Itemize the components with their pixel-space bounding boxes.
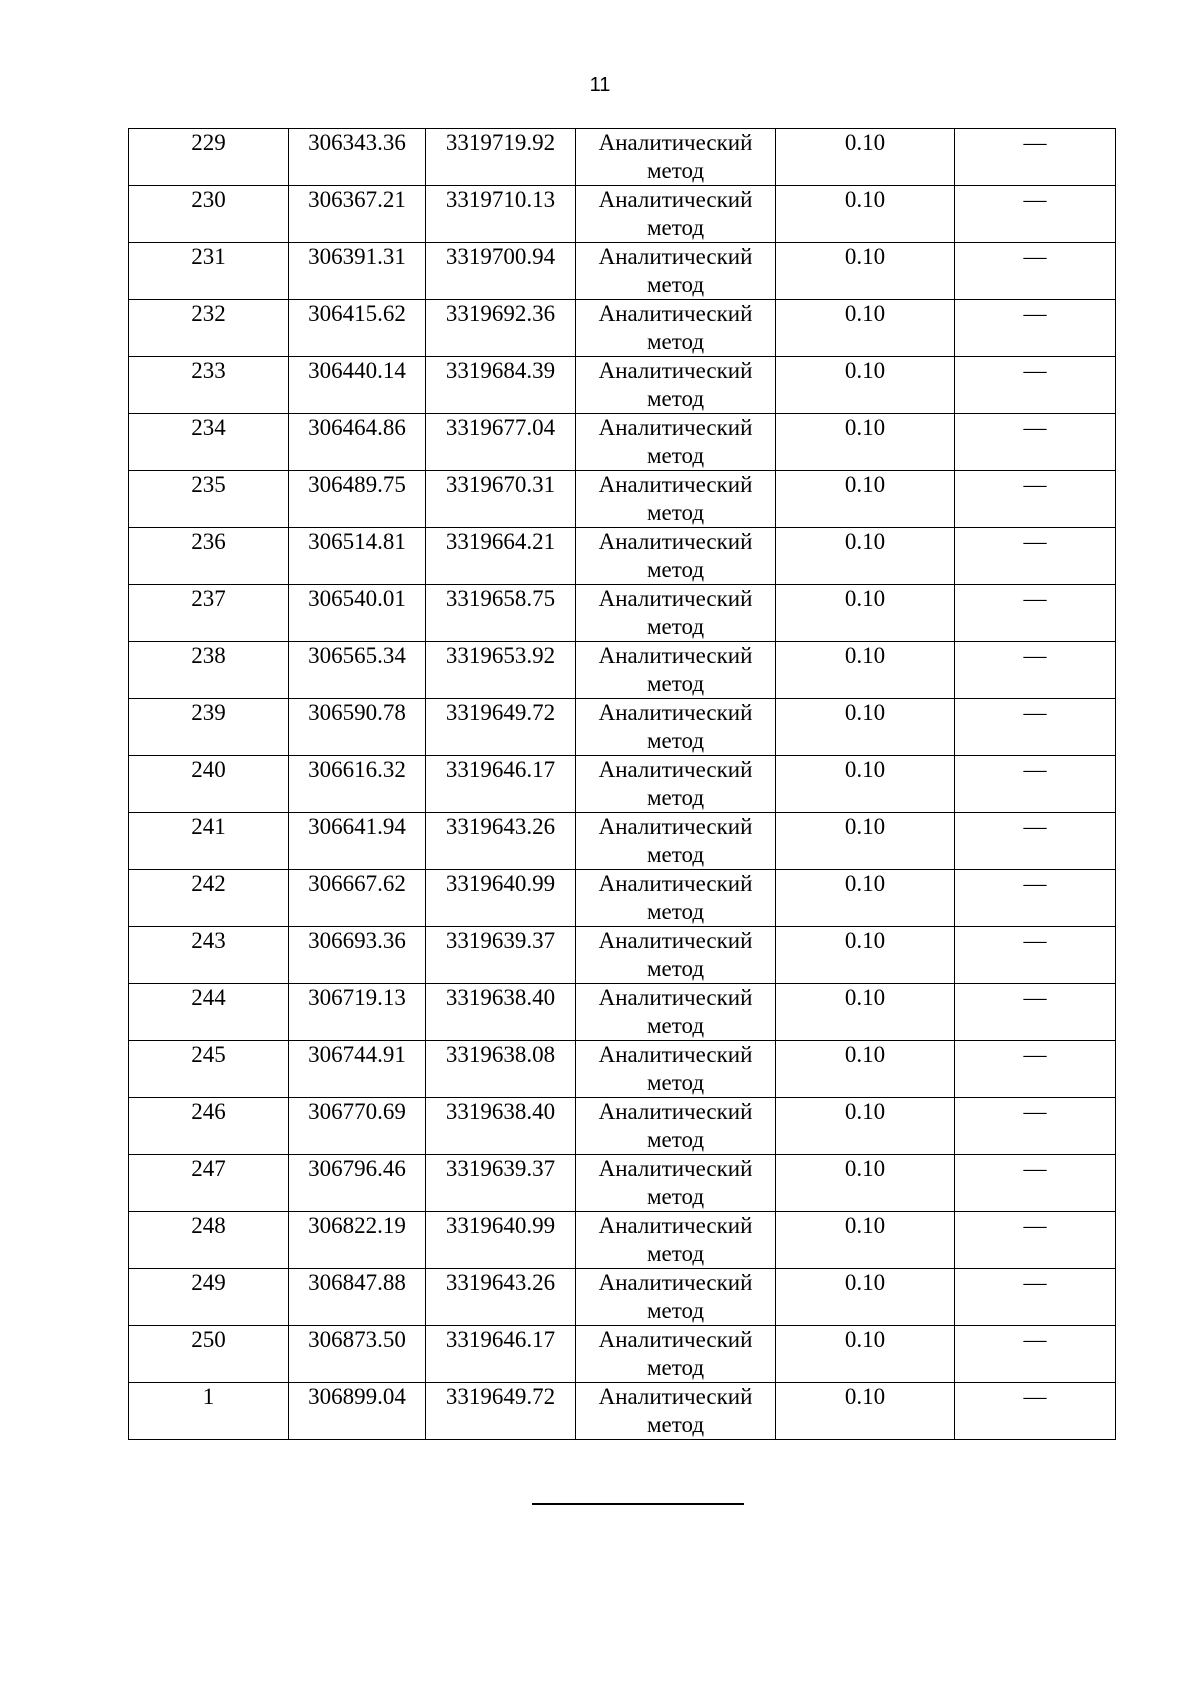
y-coordinate-cell: 3319638.40 (426, 1098, 576, 1155)
point-number-cell: 237 (129, 585, 289, 642)
method-cell: Аналитический метод (576, 129, 776, 186)
point-number-cell: 248 (129, 1212, 289, 1269)
y-coordinate-cell: 3319719.92 (426, 129, 576, 186)
x-coordinate-cell: 306540.01 (289, 585, 426, 642)
accuracy-cell: 0.10 (776, 813, 955, 870)
table-row (129, 1269, 1116, 1326)
table-row (129, 699, 1116, 756)
method-cell: Аналитический метод (576, 585, 776, 642)
note-cell: — (955, 699, 1116, 756)
x-coordinate-cell: 306667.62 (289, 870, 426, 927)
method-cell: Аналитический метод (576, 813, 776, 870)
y-coordinate-cell: 3319664.21 (426, 528, 576, 585)
accuracy-cell: 0.10 (776, 414, 955, 471)
method-cell: Аналитический метод (576, 357, 776, 414)
note-cell: — (955, 1098, 1116, 1155)
point-number-cell: 235 (129, 471, 289, 528)
accuracy-cell: 0.10 (776, 927, 955, 984)
accuracy-cell: 0.10 (776, 1212, 955, 1269)
x-coordinate-cell: 306391.31 (289, 243, 426, 300)
x-coordinate-cell: 306693.36 (289, 927, 426, 984)
table-row (129, 528, 1116, 585)
y-coordinate-cell: 3319640.99 (426, 1212, 576, 1269)
table-row (129, 984, 1116, 1041)
table-row (129, 186, 1116, 243)
point-number-cell: 247 (129, 1155, 289, 1212)
y-coordinate-cell: 3319692.36 (426, 300, 576, 357)
x-coordinate-cell: 306514.81 (289, 528, 426, 585)
method-cell: Аналитический метод (576, 927, 776, 984)
point-number-cell: 232 (129, 300, 289, 357)
y-coordinate-cell: 3319677.04 (426, 414, 576, 471)
note-cell: — (955, 1212, 1116, 1269)
point-number-cell: 238 (129, 642, 289, 699)
accuracy-cell: 0.10 (776, 756, 955, 813)
accuracy-cell: 0.10 (776, 699, 955, 756)
point-number-cell: 239 (129, 699, 289, 756)
point-number-cell: 241 (129, 813, 289, 870)
y-coordinate-cell: 3319643.26 (426, 813, 576, 870)
accuracy-cell: 0.10 (776, 1383, 955, 1440)
point-number-cell: 236 (129, 528, 289, 585)
x-coordinate-cell: 306873.50 (289, 1326, 426, 1383)
method-cell: Аналитический метод (576, 528, 776, 585)
note-cell: — (955, 243, 1116, 300)
method-cell: Аналитический метод (576, 414, 776, 471)
point-number-cell: 234 (129, 414, 289, 471)
method-cell: Аналитический метод (576, 186, 776, 243)
y-coordinate-cell: 3319710.13 (426, 186, 576, 243)
table-body (129, 129, 1116, 1440)
y-coordinate-cell: 3319643.26 (426, 1269, 576, 1326)
x-coordinate-cell: 306489.75 (289, 471, 426, 528)
note-cell: — (955, 1041, 1116, 1098)
x-coordinate-cell: 306822.19 (289, 1212, 426, 1269)
method-cell: Аналитический метод (576, 1269, 776, 1326)
table-row (129, 756, 1116, 813)
y-coordinate-cell: 3319684.39 (426, 357, 576, 414)
y-coordinate-cell: 3319658.75 (426, 585, 576, 642)
x-coordinate-cell: 306367.21 (289, 186, 426, 243)
x-coordinate-cell: 306641.94 (289, 813, 426, 870)
note-cell: — (955, 1326, 1116, 1383)
x-coordinate-cell: 306899.04 (289, 1383, 426, 1440)
note-cell: — (955, 1155, 1116, 1212)
note-cell: — (955, 414, 1116, 471)
y-coordinate-cell: 3319639.37 (426, 1155, 576, 1212)
coordinates-table (128, 128, 1116, 1440)
point-number-cell: 233 (129, 357, 289, 414)
note-cell: — (955, 813, 1116, 870)
table-row (129, 585, 1116, 642)
table-row (129, 1326, 1116, 1383)
note-cell: — (955, 585, 1116, 642)
method-cell: Аналитический метод (576, 1326, 776, 1383)
table-row (129, 243, 1116, 300)
method-cell: Аналитический метод (576, 984, 776, 1041)
x-coordinate-cell: 306590.78 (289, 699, 426, 756)
accuracy-cell: 0.10 (776, 129, 955, 186)
table-row (129, 357, 1116, 414)
table-row (129, 813, 1116, 870)
accuracy-cell: 0.10 (776, 642, 955, 699)
point-number-cell: 250 (129, 1326, 289, 1383)
y-coordinate-cell: 3319700.94 (426, 243, 576, 300)
page-number: 11 (589, 74, 611, 96)
method-cell: Аналитический метод (576, 870, 776, 927)
method-cell: Аналитический метод (576, 471, 776, 528)
x-coordinate-cell: 306415.62 (289, 300, 426, 357)
note-cell: — (955, 756, 1116, 813)
method-cell: Аналитический метод (576, 1041, 776, 1098)
x-coordinate-cell: 306770.69 (289, 1098, 426, 1155)
accuracy-cell: 0.10 (776, 1326, 955, 1383)
method-cell: Аналитический метод (576, 300, 776, 357)
note-cell: — (955, 528, 1116, 585)
method-cell: Аналитический метод (576, 1212, 776, 1269)
note-cell: — (955, 129, 1116, 186)
accuracy-cell: 0.10 (776, 528, 955, 585)
table-row (129, 300, 1116, 357)
method-cell: Аналитический метод (576, 699, 776, 756)
x-coordinate-cell: 306796.46 (289, 1155, 426, 1212)
accuracy-cell: 0.10 (776, 243, 955, 300)
x-coordinate-cell: 306565.34 (289, 642, 426, 699)
method-cell: Аналитический метод (576, 642, 776, 699)
table-row (129, 1041, 1116, 1098)
x-coordinate-cell: 306440.14 (289, 357, 426, 414)
method-cell: Аналитический метод (576, 243, 776, 300)
note-cell: — (955, 357, 1116, 414)
note-cell: — (955, 1383, 1116, 1440)
y-coordinate-cell: 3319638.40 (426, 984, 576, 1041)
end-of-document-line (532, 1503, 744, 1505)
point-number-cell: 231 (129, 243, 289, 300)
note-cell: — (955, 984, 1116, 1041)
point-number-cell: 244 (129, 984, 289, 1041)
x-coordinate-cell: 306616.32 (289, 756, 426, 813)
y-coordinate-cell: 3319653.92 (426, 642, 576, 699)
method-cell: Аналитический метод (576, 1155, 776, 1212)
accuracy-cell: 0.10 (776, 984, 955, 1041)
point-number-cell: 243 (129, 927, 289, 984)
method-cell: Аналитический метод (576, 1098, 776, 1155)
accuracy-cell: 0.10 (776, 1269, 955, 1326)
note-cell: — (955, 642, 1116, 699)
y-coordinate-cell: 3319646.17 (426, 1326, 576, 1383)
note-cell: — (955, 186, 1116, 243)
accuracy-cell: 0.10 (776, 471, 955, 528)
y-coordinate-cell: 3319670.31 (426, 471, 576, 528)
y-coordinate-cell: 3319640.99 (426, 870, 576, 927)
y-coordinate-cell: 3319649.72 (426, 1383, 576, 1440)
point-number-cell: 1 (129, 1383, 289, 1440)
x-coordinate-cell: 306719.13 (289, 984, 426, 1041)
point-number-cell: 230 (129, 186, 289, 243)
note-cell: — (955, 471, 1116, 528)
table-row (129, 1212, 1116, 1269)
accuracy-cell: 0.10 (776, 300, 955, 357)
y-coordinate-cell: 3319638.08 (426, 1041, 576, 1098)
table-row (129, 642, 1116, 699)
note-cell: — (955, 870, 1116, 927)
table-row (129, 471, 1116, 528)
accuracy-cell: 0.10 (776, 357, 955, 414)
table-row (129, 870, 1116, 927)
table-row (129, 927, 1116, 984)
x-coordinate-cell: 306343.36 (289, 129, 426, 186)
point-number-cell: 240 (129, 756, 289, 813)
accuracy-cell: 0.10 (776, 870, 955, 927)
method-cell: Аналитический метод (576, 756, 776, 813)
accuracy-cell: 0.10 (776, 1155, 955, 1212)
table-row (129, 1098, 1116, 1155)
point-number-cell: 242 (129, 870, 289, 927)
y-coordinate-cell: 3319649.72 (426, 699, 576, 756)
note-cell: — (955, 1269, 1116, 1326)
method-cell: Аналитический метод (576, 1383, 776, 1440)
note-cell: — (955, 300, 1116, 357)
y-coordinate-cell: 3319646.17 (426, 756, 576, 813)
table-row (129, 1155, 1116, 1212)
accuracy-cell: 0.10 (776, 186, 955, 243)
accuracy-cell: 0.10 (776, 1041, 955, 1098)
accuracy-cell: 0.10 (776, 1098, 955, 1155)
point-number-cell: 229 (129, 129, 289, 186)
point-number-cell: 246 (129, 1098, 289, 1155)
table-row (129, 1383, 1116, 1440)
table-row (129, 129, 1116, 186)
point-number-cell: 249 (129, 1269, 289, 1326)
table-row (129, 414, 1116, 471)
x-coordinate-cell: 306744.91 (289, 1041, 426, 1098)
note-cell: — (955, 927, 1116, 984)
x-coordinate-cell: 306847.88 (289, 1269, 426, 1326)
point-number-cell: 245 (129, 1041, 289, 1098)
x-coordinate-cell: 306464.86 (289, 414, 426, 471)
accuracy-cell: 0.10 (776, 585, 955, 642)
y-coordinate-cell: 3319639.37 (426, 927, 576, 984)
